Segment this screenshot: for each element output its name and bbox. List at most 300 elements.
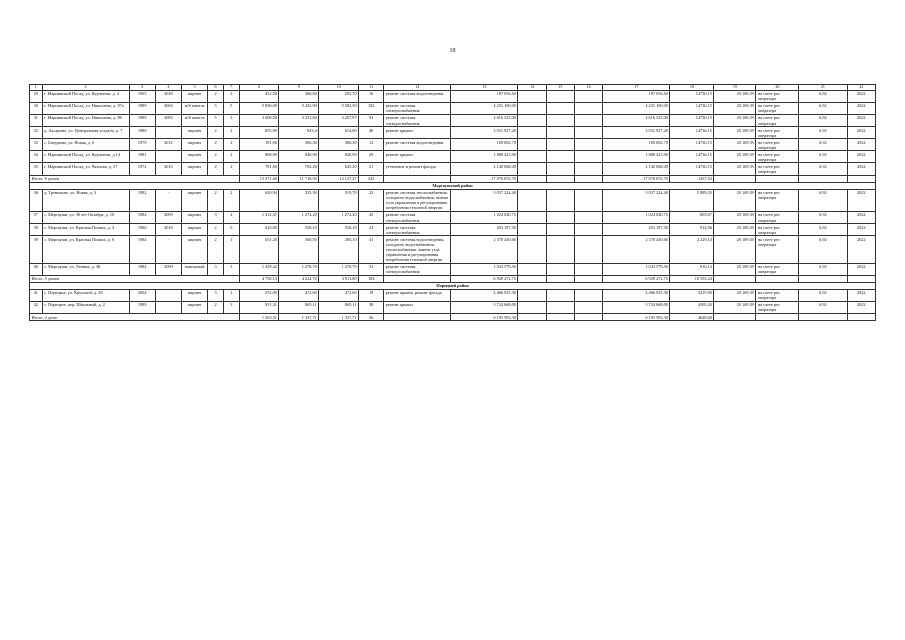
table-cell: 3 609,00 (239, 114, 279, 126)
table-cell: 2022 (847, 163, 875, 175)
subtotal-total-area: 4 758,13 (239, 275, 279, 282)
table-cell: 453 197,50 (603, 224, 670, 236)
table-cell: 39 (30, 236, 43, 263)
table-cell: 2022 (847, 263, 875, 275)
building-row (30, 263, 876, 275)
table-cell: 2022 (847, 236, 875, 263)
table-cell: 1984 (129, 263, 155, 275)
table-cell: ремонт системы теплоснабжения, холодного водоснабжения, замена узла управления и регулирования потребления тепловой энергии (384, 189, 451, 211)
table-cell: 843,4 (279, 127, 319, 139)
building-row (30, 139, 876, 151)
table-cell (575, 289, 603, 301)
table-cell: на счете рег. оператора (756, 224, 799, 236)
table-cell: кирпич (181, 289, 207, 301)
table-cell: 865,11 (279, 301, 319, 313)
table-cell: 42 (30, 301, 43, 313)
table-cell (546, 90, 574, 102)
table-cell: г. Мариинский Посад, ул. Николаева, д. 87а (42, 102, 129, 114)
table-cell (575, 114, 603, 126)
table-cell: 3 037 224,40 (603, 189, 670, 211)
table-cell: с. Порецкое, пер. Школьный, д. 2 (42, 301, 129, 313)
table-cell: 814,96 (670, 224, 714, 236)
table-cell (155, 127, 181, 139)
table-cell: ремонт системы электроснабжения (384, 102, 451, 114)
table-cell: 1984 (129, 211, 155, 223)
table-cell: 3 (223, 263, 239, 275)
table-cell: 1979 (129, 139, 155, 151)
table-cell (575, 236, 603, 263)
table-cell (155, 301, 181, 313)
column-number-cell: 22 (847, 85, 875, 91)
table-cell: 1986 (129, 127, 155, 139)
subtotal-resident-area: 3 911,80 (319, 275, 359, 282)
table-cell: с. Моргауши, ул. Красная Поляна, д. 4 (42, 224, 129, 236)
table-cell: 38 (359, 301, 384, 313)
table-cell: 283,70 (319, 90, 359, 102)
table-cell (575, 189, 603, 211)
table-cell (518, 151, 546, 163)
column-number-cell: 9 (279, 85, 319, 91)
table-cell: 4 231 100,00 (451, 102, 518, 114)
table-cell (518, 139, 546, 151)
table-cell: с. Порецкое, ул. Крупской, д. 28 (42, 289, 129, 301)
table-cell: 2 370 430,60 (451, 236, 518, 263)
table-cell: 2 (208, 127, 224, 139)
subtotal-residents: 184 (359, 275, 384, 282)
building-row (30, 90, 876, 102)
table-cell: 20 169,39 (714, 102, 756, 114)
table-cell: 34 (30, 151, 43, 163)
table-cell (575, 275, 603, 282)
table-cell: 1 439,42 (239, 263, 279, 275)
table-cell: 6,92 (799, 224, 847, 236)
table-cell: 53 (359, 263, 384, 275)
subtotal-label: Итого: 2 дома (30, 314, 240, 321)
table-cell: 283,10 (319, 236, 359, 263)
table-cell: 22 (359, 189, 384, 211)
table-cell: 2 (208, 163, 224, 175)
table-cell: 1 274,20 (279, 211, 319, 223)
table-cell: 1989 (129, 301, 155, 313)
table-cell: 2009 (155, 263, 181, 275)
table-cell: 6,92 (799, 189, 847, 211)
table-cell: 1 024 040,75 (603, 211, 670, 223)
table-cell (518, 102, 546, 114)
table-cell: 366,30 (279, 139, 319, 151)
column-number-cell: 6 (208, 85, 224, 91)
table-cell: 3 (208, 289, 224, 301)
table-cell: 5 432,90 (279, 102, 319, 114)
table-cell: на счете рег. оператора (756, 263, 799, 275)
table-cell: 4305,43 (670, 301, 714, 313)
table-cell: 6,92 (799, 102, 847, 114)
table-cell: 5219,90 (670, 289, 714, 301)
table-cell: 2022 (847, 289, 875, 301)
table-cell: 2 (223, 189, 239, 211)
table-cell (756, 275, 799, 282)
table-cell: ж/б панель (181, 102, 207, 114)
building-row (30, 114, 876, 126)
table-cell: 951,31 (239, 301, 279, 313)
table-cell (518, 114, 546, 126)
table-cell: 1965 (129, 90, 155, 102)
table-cell: 1 278,70 (279, 263, 319, 275)
table-cell: 1 043 579,50 (451, 263, 518, 275)
table-cell: 1 278,70 (319, 263, 359, 275)
table-cell: на счете рег. оператора (756, 139, 799, 151)
table-cell: 169 692,70 (451, 139, 518, 151)
table-cell (847, 314, 875, 321)
table-cell: 20 169,39 (714, 236, 756, 263)
table-cell: 37 (30, 211, 43, 223)
table-cell: ж/б панель (181, 114, 207, 126)
column-number-cell: 11 (359, 85, 384, 91)
table-cell: 2 (223, 163, 239, 175)
table-cell: 29 (359, 151, 384, 163)
table-cell: 865,11 (319, 301, 359, 313)
table-cell (575, 263, 603, 275)
table-cell: 6,92 (799, 236, 847, 263)
table-cell: 20 169,39 (714, 151, 756, 163)
table-cell: - (155, 236, 181, 263)
table-cell: 840,90 (319, 151, 359, 163)
table-cell: 2 (223, 90, 239, 102)
table-cell: 1 (223, 289, 239, 301)
table-cell: д. Аксарино, ул. Центральная усадьба, д. 7 (42, 127, 129, 139)
table-cell: 2 (208, 151, 224, 163)
table-cell: ремонт крыши (384, 151, 451, 163)
table-cell: 1 888 425,00 (603, 151, 670, 163)
column-number-cell: 4 (155, 85, 181, 91)
subtotal-residents: 345 (359, 175, 384, 182)
repair-program-table (29, 84, 876, 321)
subtotal-total-area: 1 503,31 (239, 314, 279, 321)
column-number-cell: 17 (603, 85, 670, 91)
table-cell: 816,13 (670, 263, 714, 275)
subtotal-resident-area: 12 127,27 (319, 175, 359, 182)
table-cell: с. Бичурино, ул. Новая, д. 6 (42, 139, 129, 151)
table-cell: на счете рег. оператора (756, 127, 799, 139)
subtotal-regional-fund: 6 191 593,30 (603, 314, 670, 321)
table-cell (518, 301, 546, 313)
table-cell: кирпич (181, 211, 207, 223)
table-cell: 5 (208, 114, 224, 126)
table-cell: 6,92 (799, 90, 847, 102)
table-cell (575, 127, 603, 139)
building-row (30, 102, 876, 114)
table-cell: 20 169,39 (714, 224, 756, 236)
table-cell: 6,92 (799, 114, 847, 126)
table-cell: 3 251,60 (279, 114, 319, 126)
table-cell: 32 (30, 127, 43, 139)
table-cell: 3 (223, 114, 239, 126)
table-cell: 2012 (155, 139, 181, 151)
building-row (30, 289, 876, 301)
table-cell: 1989 (129, 102, 155, 114)
building-row (30, 127, 876, 139)
table-cell: на счете рег. оператора (756, 236, 799, 263)
table-cell: 366,60 (279, 90, 319, 102)
subtotal-regional-fund: 6 928 472,75 (603, 275, 670, 282)
column-number-cell: 20 (756, 85, 799, 91)
building-row (30, 301, 876, 313)
table-cell: кирпич (181, 127, 207, 139)
table-cell: 5 382,50 (319, 102, 359, 114)
table-cell: 40 (359, 127, 384, 139)
table-cell (518, 127, 546, 139)
table-cell: ремонт системы водоотведения (384, 139, 451, 151)
table-cell: 868,90 (239, 151, 279, 163)
table-cell: 16 (359, 90, 384, 102)
table-cell: 2022 (847, 127, 875, 139)
table-cell (575, 139, 603, 151)
table-cell: 1 888 425,00 (451, 151, 518, 163)
table-cell: 5 (208, 102, 224, 114)
table-cell: с. Моргауши, ул. Красная Поляна, д. 6 (42, 236, 129, 263)
table-cell: 20 169,39 (714, 139, 756, 151)
table-cell: 14736,15 (670, 163, 714, 175)
table-cell: 2 (223, 151, 239, 163)
district-heading: Моргаушский район (30, 182, 876, 189)
table-cell: 2 (223, 139, 239, 151)
table-cell: 6,92 (799, 211, 847, 223)
table-cell: 4 229,14 (670, 236, 714, 263)
table-cell: кирпич (181, 163, 207, 175)
table-cell (546, 139, 574, 151)
table-cell: 169 692,70 (603, 139, 670, 151)
table-cell: 29 (30, 90, 43, 102)
table-cell (546, 151, 574, 163)
table-cell (575, 163, 603, 175)
table-cell: 2022 (847, 151, 875, 163)
table-cell (756, 175, 799, 182)
column-number-cell: 1 (30, 85, 43, 91)
column-number-cell: 10 (319, 85, 359, 91)
table-cell (799, 175, 847, 182)
table-cell: 2005 (155, 114, 181, 126)
table-cell (546, 114, 574, 126)
table-cell (546, 289, 574, 301)
table-cell: 2018 (155, 90, 181, 102)
table-cell: на счете рег. оператора (756, 289, 799, 301)
table-cell: 2 140 068,00 (451, 163, 518, 175)
table-cell (575, 175, 603, 182)
column-number-cell: 18 (670, 85, 714, 91)
table-cell: 3 031 927,20 (603, 127, 670, 139)
table-cell: 3 (223, 301, 239, 313)
table-cell: 1982 (129, 189, 155, 211)
subtotal-unit-cost: 4628,60 (670, 314, 714, 321)
table-cell (546, 224, 574, 236)
subtotal-unit-cost: 1457,63 (670, 175, 714, 182)
table-cell: 20 169,39 (714, 163, 756, 175)
table-cell: 41 (359, 236, 384, 263)
table-cell: 30 (30, 102, 43, 114)
table-cell: 556,10 (319, 224, 359, 236)
table-cell: 6,92 (799, 289, 847, 301)
table-cell (546, 163, 574, 175)
subtotal-living-area: 11 718,50 (279, 175, 319, 182)
table-cell: 3 (208, 263, 224, 275)
table-cell: 472,60 (279, 289, 319, 301)
table-cell: 31 (30, 114, 43, 126)
table-cell: 0 (223, 224, 239, 236)
table-cell: с. Моргауши, ул. Ленина, д. 38 (42, 263, 129, 275)
subtotal-row (30, 314, 876, 321)
table-cell: г. Мариинский Посад, ул. Чкалова, д. 37 (42, 163, 129, 175)
table-cell: на счете рег. оператора (756, 114, 799, 126)
table-cell: ремонт системы водоотведения, холодного водоснабжения, теплоснабжения, замена узла управления и регулирования потребления тепловой энергии (384, 236, 451, 263)
table-cell: 2 370 430,60 (603, 236, 670, 263)
subtotal-residents: 56 (359, 314, 384, 321)
table-cell (847, 275, 875, 282)
table-cell (799, 314, 847, 321)
table-cell: 5 889,35 (670, 189, 714, 211)
table-cell (518, 263, 546, 275)
table-cell: на счете рег. оператора (756, 189, 799, 211)
table-cell: 2 140 068,00 (603, 163, 670, 175)
column-number-cell: 7 (223, 85, 239, 91)
page-number: 18 (449, 48, 456, 54)
table-cell (575, 224, 603, 236)
table-cell (518, 289, 546, 301)
table-cell: 2022 (847, 224, 875, 236)
table-cell: 14736,15 (670, 102, 714, 114)
table-cell (384, 175, 451, 182)
subtotal-cost: 17 076 876,70 (451, 175, 518, 182)
column-number-cell: 15 (546, 85, 574, 91)
table-cell: 614,60 (319, 127, 359, 139)
table-cell (575, 90, 603, 102)
table-cell: 519,70 (319, 189, 359, 211)
column-number-cell: 3 (129, 85, 155, 91)
table-cell: 2 (208, 224, 224, 236)
table-cell (518, 275, 546, 282)
table-cell: 2022 (847, 301, 875, 313)
table-cell (575, 314, 603, 321)
table-cell: 23 (359, 224, 384, 236)
subtotal-row (30, 175, 876, 182)
table-cell: 2 466 925,30 (603, 289, 670, 301)
table-cell: 472,60 (319, 289, 359, 301)
subtotal-row (30, 275, 876, 282)
table-cell: 629,94 (239, 189, 279, 211)
table-cell: 6,92 (799, 263, 847, 275)
table-cell: 2 (208, 301, 224, 313)
building-row (30, 151, 876, 163)
table-cell: 12 (359, 139, 384, 151)
subtotal-resident-area: 1 337,71 (319, 314, 359, 321)
table-cell: 41 (30, 289, 43, 301)
table-cell: д. Тренькино, ул. Новая, д. 3 (42, 189, 129, 211)
table-cell: 3 207,97 (319, 114, 359, 126)
table-cell: 1 (223, 236, 239, 263)
table-cell: 1 043 579,50 (603, 263, 670, 275)
table-cell: 535,30 (279, 189, 319, 211)
table-cell: кирпич (181, 189, 207, 211)
table-cell: 2 (208, 139, 224, 151)
table-cell: кирпич (181, 139, 207, 151)
table-cell: ремонт системы электроснабжения (384, 211, 451, 223)
column-number-cell: 21 (799, 85, 847, 91)
table-cell: ремонт системы электроснабжения (384, 114, 451, 126)
table-cell: ремонт системы электроснабжения (384, 263, 451, 275)
table-cell: 803,67 (670, 211, 714, 223)
table-cell: г. Мариинский Посад, ул. Николаева, д. 89 (42, 114, 129, 126)
table-cell (155, 289, 181, 301)
table-cell: 855,90 (239, 127, 279, 139)
table-cell (518, 224, 546, 236)
column-number-cell: 8 (239, 85, 279, 91)
column-number-cell: 12 (384, 85, 451, 91)
column-number-cell: 16 (575, 85, 603, 91)
table-cell: 5 836,00 (239, 102, 279, 114)
table-cell (546, 275, 574, 282)
table-cell (546, 102, 574, 114)
table-cell (546, 314, 574, 321)
table-cell: 2022 (847, 139, 875, 151)
table-cell (518, 236, 546, 263)
table-cell: с. Моргауши, ул. 30 лет Октября, д. 10 (42, 211, 129, 223)
table-cell: 20 169,39 (714, 127, 756, 139)
table-cell: 14736,15 (670, 151, 714, 163)
table-cell: 38 (30, 224, 43, 236)
table-cell: на счете рег. оператора (756, 151, 799, 163)
table-cell: 2018 (155, 224, 181, 236)
column-number-cell: 13 (451, 85, 518, 91)
table-cell: 2 (208, 90, 224, 102)
subtotal-unit-cost: 10 553,24 (670, 275, 714, 282)
table-cell (847, 175, 875, 182)
table-cell (799, 275, 847, 282)
table-cell: 35 (30, 163, 43, 175)
column-number-cell: 14 (518, 85, 546, 91)
table-cell: 1 024 040,75 (451, 211, 518, 223)
table-cell: 2 (223, 211, 239, 223)
table-cell: 3 037 224,40 (451, 189, 518, 211)
subtotal-label: Итого: 5 домов (30, 275, 240, 282)
table-cell: ремонт системы водоотведения (384, 90, 451, 102)
table-cell: 452,00 (239, 90, 279, 102)
table-cell: 33 (30, 139, 43, 151)
table-cell: 20 169,39 (714, 211, 756, 223)
table-cell: 2004 (155, 102, 181, 114)
table-cell: 6,92 (799, 301, 847, 313)
table-cell: 3 031 927,20 (451, 127, 518, 139)
subtotal-label: Итого: 8 домов (30, 175, 240, 182)
table-cell: 1984 (129, 236, 155, 263)
table-cell: 2022 (847, 211, 875, 223)
table-cell: 2022 (847, 189, 875, 211)
table-cell: 552,00 (239, 289, 279, 301)
table-cell: 702,20 (279, 163, 319, 175)
building-row (30, 163, 876, 175)
table-cell: 1 274,20 (319, 211, 359, 223)
table-cell: 36 (30, 189, 43, 211)
subtotal-cost: 6 191 593,30 (451, 314, 518, 321)
table-cell: кирпич (181, 224, 207, 236)
table-cell: 560,50 (279, 236, 319, 263)
table-cell: 20 169,39 (714, 189, 756, 211)
table-cell: 1989 (129, 114, 155, 126)
table-cell: 14736,15 (670, 139, 714, 151)
table-cell (518, 314, 546, 321)
table-cell: 18 (359, 289, 384, 301)
subtotal-living-area: 4 224,70 (279, 275, 319, 282)
table-cell: 1 412,47 (239, 211, 279, 223)
table-cell: 651,20 (239, 236, 279, 263)
table-cell: 2009 (155, 211, 181, 223)
